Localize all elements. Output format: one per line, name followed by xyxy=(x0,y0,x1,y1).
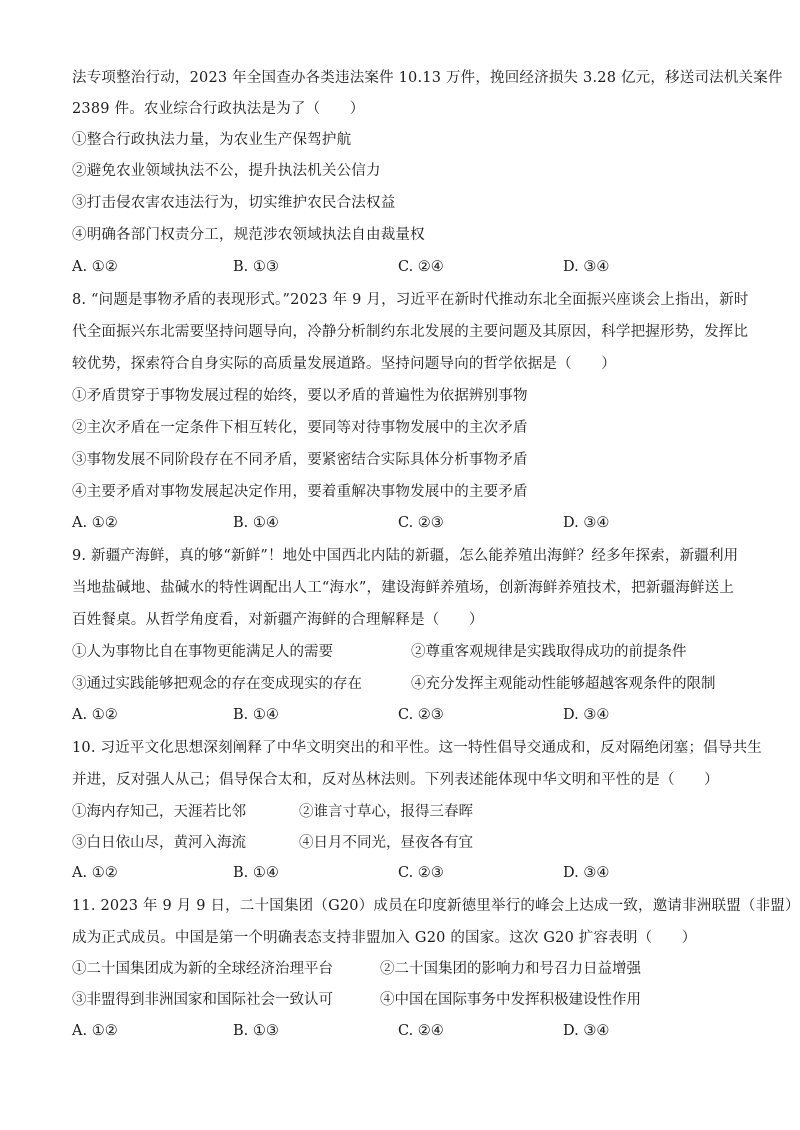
question-10-choice-c: C. ②③ xyxy=(398,865,444,881)
question-8-option-4: ④主要矛盾对事物发展起决定作用，要着重解决事物发展中的主要矛盾 xyxy=(72,484,528,500)
question-10-option-2: ②谁言寸草心，报得三春晖 xyxy=(299,804,473,820)
question-8-choice-d: D. ③④ xyxy=(563,515,610,531)
question-8-choice-a: A. ①② xyxy=(72,515,118,531)
question-10-option-3: ③白日依山尽，黄河入海流 xyxy=(72,835,246,851)
question-7-choice-d: D. ③④ xyxy=(563,259,610,275)
question-8-choice-c: C. ②③ xyxy=(398,515,444,531)
question-9-choice-d: D. ③④ xyxy=(563,707,610,723)
question-7-option-4: ④明确各部门权责分工，规范涉农领域执法自由裁量权 xyxy=(72,227,425,243)
question-7-stem-line-1: 法专项整治行动，2023 年全国查办各类违法案件 10.13 万件，挽回经济损失 3.28 亿元，移送司法机关案件 xyxy=(72,70,783,86)
question-11-option-3: ③非盟得到非洲国家和国际社会一致认可 xyxy=(72,992,333,1008)
question-7-option-3: ③打击侵农害农违法行为，切实维护农民合法权益 xyxy=(72,195,396,211)
question-8-option-1: ①矛盾贯穿于事物发展过程的始终，要以矛盾的普遍性为依据辨别事物 xyxy=(72,388,528,404)
question-7-option-2: ②避免农业领域执法不公，提升执法机关公信力 xyxy=(72,163,381,179)
question-9-option-3: ③通过实践能够把观念的存在变成现实的存在 xyxy=(72,676,362,692)
question-11-option-2: ②二十国集团的影响力和号召力日益增强 xyxy=(380,961,641,977)
question-10-choice-a: A. ①② xyxy=(72,865,118,881)
question-10-choice-b: B. ①④ xyxy=(233,865,279,881)
question-11-choice-c: C. ②④ xyxy=(398,1023,444,1039)
question-9-choice-a: A. ①② xyxy=(72,707,118,723)
question-10-stem-line-1: 10. 习近平文化思想深刻阐释了中华文明突出的和平性。这一特性倡导交通成和，反对隔绝闭塞；倡导共生 xyxy=(72,740,762,756)
question-8-option-2: ②主次矛盾在一定条件下相互转化，要同等对待事物发展中的主次矛盾 xyxy=(72,420,528,436)
question-8-option-3: ③事物发展不同阶段存在不同矛盾，要紧密结合实际具体分析事物矛盾 xyxy=(72,452,528,468)
question-7-stem-line-2: 2389 件。农业综合行政执法是为了（ ） xyxy=(72,101,365,117)
question-10-choice-d: D. ③④ xyxy=(563,865,610,881)
question-11-option-1: ①二十国集团成为新的全球经济治理平台 xyxy=(72,961,333,977)
question-10-option-1: ①海内存知己，天涯若比邻 xyxy=(72,804,246,820)
question-9-stem-line-3: 百姓餐桌。从哲学角度看，对新疆产海鲜的合理解释是（ ） xyxy=(72,612,484,628)
question-7-choice-a: A. ①② xyxy=(72,259,118,275)
question-9-choice-c: C. ②③ xyxy=(398,707,444,723)
question-8-stem-line-1: 8. “问题是事物矛盾的表现形式。”2023 年 9 月，习近平在新时代推动东北全面振兴座谈会上指出，新时 xyxy=(72,292,749,308)
question-11-stem-line-1: 11. 2023 年 9 月 9 日，二十国集团（G20）成员在印度新德里举行的峰会上达成一致，邀请非洲联盟（非盟） xyxy=(72,898,800,914)
question-8-stem-line-2: 代全面振兴东北需要坚持问题导向，冷静分析制约东北发展的主要问题及其原因，科学把握形势，发挥比 xyxy=(72,324,749,340)
question-9-choice-b: B. ①④ xyxy=(233,707,279,723)
question-8-stem-line-3: 较优势，探索符合自身实际的高质量发展道路。坚持问题导向的哲学依据是（ ） xyxy=(72,356,616,372)
question-11-choice-b: B. ①③ xyxy=(233,1023,279,1039)
question-10-stem-line-2: 并进，反对强人从己；倡导保合太和，反对丛林法则。下列表述能体现中华文明和平性的是（ ） xyxy=(72,772,719,788)
question-11-option-4: ④中国在国际事务中发挥积极建设性作用 xyxy=(380,992,641,1008)
question-11-choice-d: D. ③④ xyxy=(563,1023,610,1039)
question-10-option-4: ④日月不同光，昼夜各有宜 xyxy=(299,835,473,851)
question-9-stem-line-1: 9. 新疆产海鲜，真的够“新鲜”！地处中国西北内陆的新疆，怎么能养殖出海鲜？经多年探索，新疆利用 xyxy=(72,548,739,564)
question-8-choice-b: B. ①④ xyxy=(233,515,279,531)
question-7-choice-b: B. ①③ xyxy=(233,259,279,275)
question-9-stem-line-2: 当地盐碱地、盐碱水的特性调配出人工“海水”，建设海鲜养殖场，创新海鲜养殖技术，把新疆海鲜送上 xyxy=(72,580,735,596)
question-11-stem-line-2: 成为正式成员。中国是第一个明确表态支持非盟加入 G20 的国家。这次 G20 扩容表明（ ） xyxy=(72,930,697,946)
question-9-option-4: ④充分发挥主观能动性能够超越客观条件的限制 xyxy=(411,676,716,692)
question-7-option-1: ①整合行政执法力量，为农业生产保驾护航 xyxy=(72,132,352,148)
question-11-choice-a: A. ①② xyxy=(72,1023,118,1039)
question-9-option-1: ①人为事物比自在事物更能满足人的需要 xyxy=(72,644,333,660)
question-9-option-2: ②尊重客观规律是实践取得成功的前提条件 xyxy=(411,644,687,660)
question-7-choice-c: C. ②④ xyxy=(398,259,444,275)
